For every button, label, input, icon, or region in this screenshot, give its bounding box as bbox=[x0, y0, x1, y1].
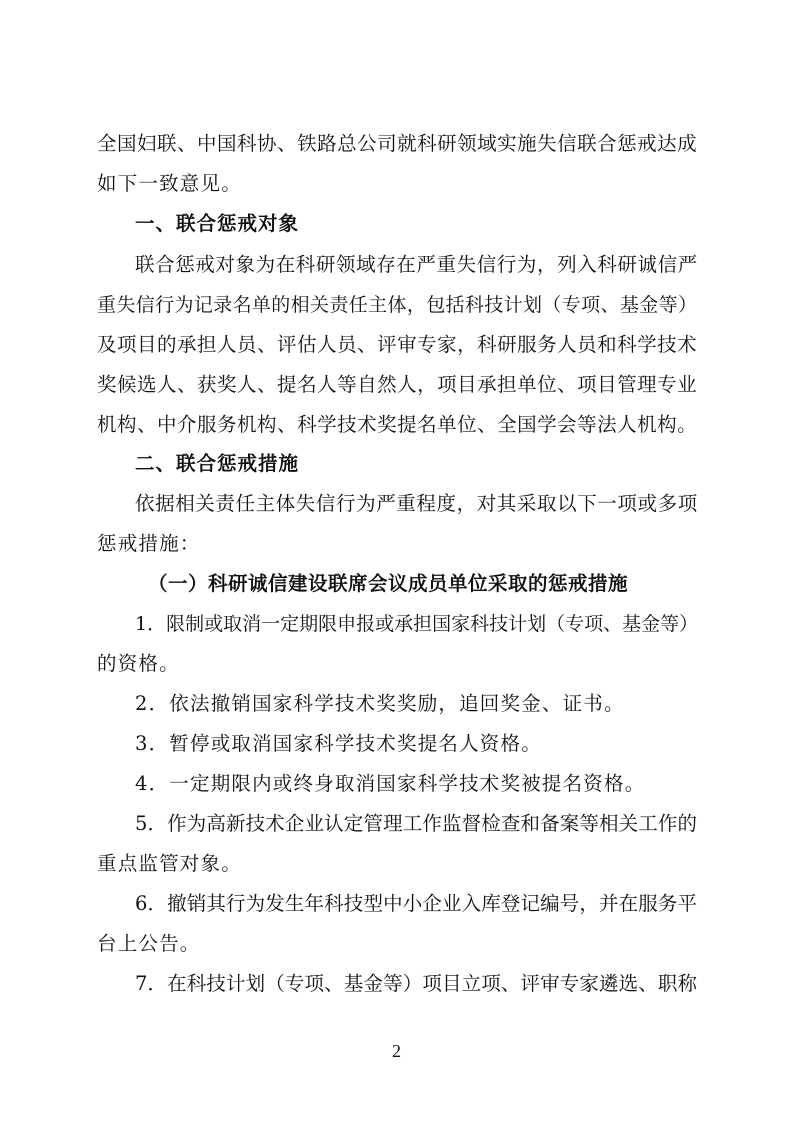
subsection-heading: （一）科研诚信建设联席会议成员单位采取的惩戒措施 bbox=[148, 572, 629, 595]
list-item-line: 7．在科技计划（专项、基金等）项目立项、评审专家遴选、职称 bbox=[135, 972, 697, 995]
paragraph-line: 重失信行为记录名单的相关责任主体，包括科技计划（专项、基金等） bbox=[97, 294, 697, 316]
list-item-line: 的资格。 bbox=[97, 652, 180, 675]
list-item-line: 1．限制或取消一定期限申报或承担国家科技计划（专项、基金等） bbox=[135, 613, 699, 635]
section-heading: 二、联合惩戒措施 bbox=[135, 452, 300, 475]
page-number: 2 bbox=[392, 1041, 401, 1061]
list-item-line: 3．暂停或取消国家科学技术奖提名人资格。 bbox=[135, 732, 542, 755]
list-item-line: 2．依法撤销国家科学技术奖奖励，追回奖金、证书。 bbox=[135, 692, 625, 715]
list-item-line: 台上公告。 bbox=[97, 932, 201, 955]
list-item-line: 重点监管对象。 bbox=[97, 852, 242, 875]
paragraph-line: 惩戒措施： bbox=[97, 532, 201, 555]
list-item-line: 5．作为高新技术企业认定管理工作监督检查和备案等相关工作的 bbox=[135, 812, 697, 835]
paragraph-line: 及项目的承担人员、评估人员、评审专家，科研服务人员和科学技术 bbox=[97, 333, 697, 356]
list-item-line: 6．撤销其行为发生年科技型中小企业入库登记编号，并在服务平 bbox=[135, 892, 697, 915]
paragraph-line: 奖候选人、获奖人、提名人等自然人，项目承担单位、项目管理专业 bbox=[97, 373, 697, 396]
paragraph-line: 依据相关责任主体失信行为严重程度，对其采取以下一项或多项 bbox=[135, 492, 698, 515]
paragraph-line: 机构、中介服务机构、科学技术奖提名单位、全国学会等法人机构。 bbox=[97, 413, 697, 436]
paragraph-line: 全国妇联、中国科协、铁路总公司就科研领域实施失信联合惩戒达成 bbox=[97, 132, 697, 155]
section-heading: 一、联合惩戒对象 bbox=[135, 212, 300, 235]
paragraph-line: 如下一致意见。 bbox=[97, 172, 242, 195]
list-item-line: 4．一定期限内或终身取消国家科学技术奖被提名资格。 bbox=[135, 772, 646, 795]
paragraph-line: 联合惩戒对象为在科研领域存在严重失信行为，列入科研诚信严 bbox=[135, 253, 698, 276]
